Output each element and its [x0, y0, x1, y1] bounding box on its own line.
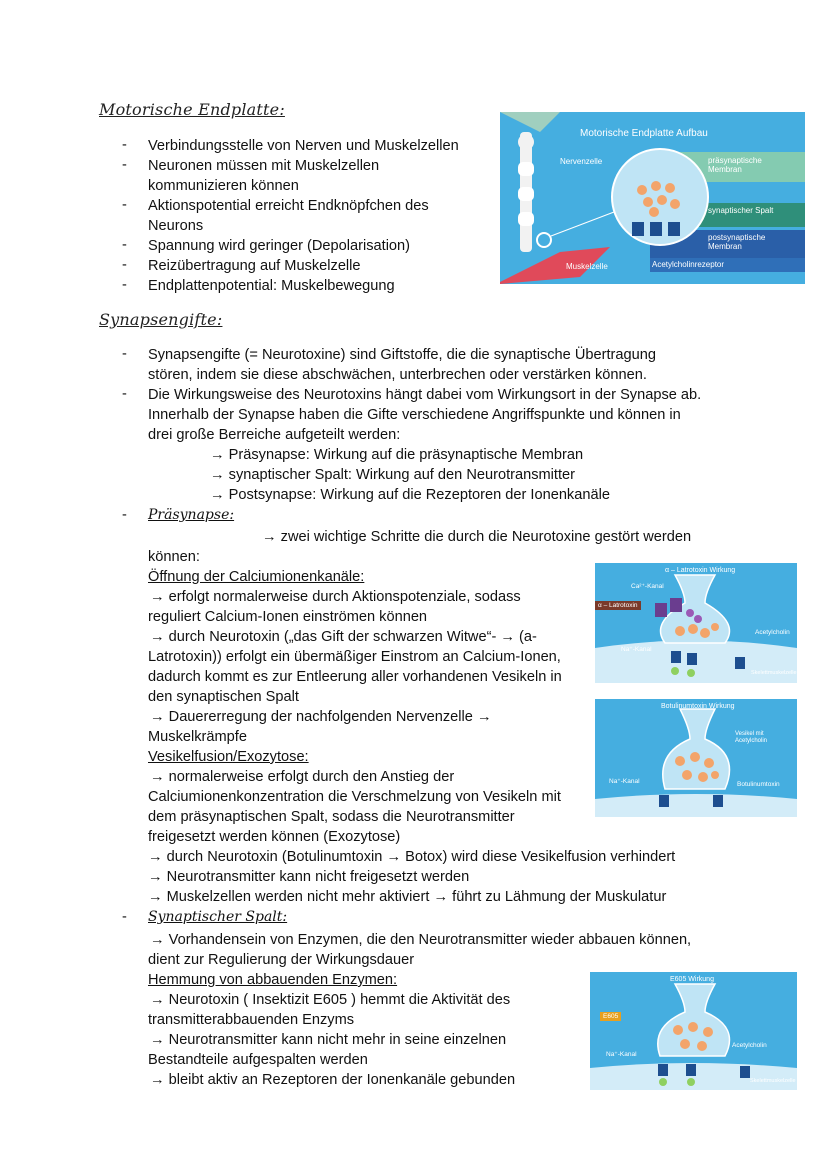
bullet-dash: - [122, 346, 127, 362]
label-synaptischer-spalt: synaptischer Spalt [708, 206, 774, 215]
list-item: Aktionspotential erreicht Endknöpfchen des [148, 198, 429, 214]
text-line: → Vorhandensein von Enzymen, die den Neurotransmitter wieder abbauen können, [150, 932, 692, 948]
list-item-continued: kommunizieren können [148, 178, 299, 194]
text-line: Latrotoxin)) erfolgt ein übermäßiger Einstrom an Calcium-Ionen, [148, 649, 561, 665]
text-line: → Neurotoxin ( Insektizit E605 ) hemmt die Aktivität des [150, 992, 511, 1008]
label-praesynaptische-membran [708, 156, 762, 174]
label-botulinumtoxin: Botulinumtoxin [737, 781, 780, 788]
text-line: drei große Berreiche aufgeteilt werden: [148, 427, 401, 443]
list-item: Endplattenpotential: Muskelbewegung [148, 278, 395, 294]
figure-title: Botulinumtoxin Wirkung [661, 703, 735, 710]
label-line: postsynaptische [708, 233, 766, 242]
label-postsynaptische-membran [708, 233, 765, 251]
subtopic-exozytose: Vesikelfusion/Exozytose: [148, 749, 309, 765]
label-skelettmuskelzelle: Skelettmuskelzelle [750, 1078, 796, 1084]
label-line: Membran [708, 165, 742, 174]
label-na-kanal: Na⁺-Kanal [621, 646, 652, 653]
section-heading-motorische-endplatte: Motorische Endplatte: [99, 100, 285, 119]
label-skelettmuskelzelle: Skelettmuskelzelle [751, 670, 797, 676]
subheading-praesynapse: Präsynapse: [148, 507, 235, 523]
bullet-dash: - [122, 386, 127, 402]
label-line: Acetylcholin [735, 738, 768, 744]
text-line: → bleibt aktiv an Rezeptoren der Ionenkanäle gebunden [150, 1072, 516, 1088]
text-line: Calciumionenkonzentration die Verschmelzung von Vesikeln mit [148, 789, 561, 805]
text-line: → Neurotransmitter kann nicht mehr in seine einzelnen [150, 1032, 507, 1048]
bullet-dash: - [122, 507, 127, 523]
text-line: dadurch kommt es zur Entleerung aller vorhandenen Vesikeln in [148, 669, 562, 685]
text-line: Bestandteile aufgespalten werden [148, 1052, 368, 1068]
text-line: → erfolgt normalerweise durch Aktionspotenziale, sodass [150, 589, 521, 605]
label-muskelzelle: Muskelzelle [566, 262, 608, 271]
label-acetylcholinrezeptor: Acetylcholinrezeptor [652, 260, 725, 269]
label-acetylcholin: Acetylcholin [732, 1042, 767, 1049]
bullet-dash: - [122, 277, 127, 293]
text-line: freigesetzt werden können (Exozytose) [148, 829, 401, 845]
figure-endplatte-aufbau [500, 112, 805, 284]
text-line: Die Wirkungsweise des Neurotoxins hängt dabei vom Wirkungsort in der Synapse ab. [148, 387, 702, 403]
list-item: Neuronen müssen mit Muskelzellen [148, 158, 380, 174]
figure-title: E605 Wirkung [670, 976, 714, 983]
label-line: präsynaptische [708, 156, 762, 165]
label-na-kanal: Na⁺-Kanal [606, 1051, 637, 1058]
label-na-kanal: Na⁺-Kanal [609, 778, 640, 785]
text-line: → Dauererregung der nachfolgenden Nervenzelle → [150, 709, 492, 725]
text-line: Innerhalb der Synapse haben die Gifte verschiedene Angriffspunkte und können in [148, 407, 681, 423]
text-line: reguliert Calcium-Ionen einströmen können [148, 609, 428, 625]
text-line: Muskelkrämpfe [148, 729, 247, 745]
label-acetylcholin: Acetylcholin [755, 629, 790, 636]
label-e605: E605 [600, 1012, 621, 1021]
text-line: stören, indem sie diese abschwächen, unterbrechen oder verstärken können. [148, 367, 647, 383]
subtopic-enzymhemmung: Hemmung von abbauenden Enzymen: [148, 972, 398, 988]
list-item: Reizübertragung auf Muskelzelle [148, 258, 361, 274]
figure-title: α – Latrotoxin Wirkung [665, 567, 736, 574]
text-line: dem präsynaptischen Spalt, sodass die Neurotransmitter [148, 809, 515, 825]
subtopic-calcium: Öffnung der Calciumionenkanäle: [148, 569, 365, 585]
bullet-dash: - [122, 137, 127, 153]
list-item: Verbindungsstelle von Nerven und Muskelzellen [148, 138, 459, 154]
label-line: Vesikel mit [735, 731, 764, 737]
bullet-dash: - [122, 257, 127, 273]
text-line: Synapsengifte (= Neurotoxine) sind Giftstoffe, die die synaptische Übertragung [148, 347, 656, 363]
figure-e605-wirkung [590, 972, 797, 1090]
bullet-dash: - [122, 197, 127, 213]
text-line: → Muskelzellen werden nicht mehr aktiviert → führt zu Lähmung der Muskulatur [148, 889, 667, 905]
text-line: → Postsynapse: Wirkung auf die Rezeptoren der Ionenkanäle [210, 487, 610, 503]
text-line: → Präsynapse: Wirkung auf die präsynaptische Membran [210, 447, 584, 463]
label-latrotoxin: α – Latrotoxin [595, 601, 641, 610]
text-line: → synaptischer Spalt: Wirkung auf den Neurotransmitter [210, 467, 576, 483]
text-line: → zwei wichtige Schritte die durch die Neurotoxine gestört werden [262, 529, 692, 545]
text-line: → normalerweise erfolgt durch den Anstieg der [150, 769, 455, 785]
label-line: Membran [708, 242, 742, 251]
label-vesikel [735, 731, 767, 745]
bullet-dash: - [122, 909, 127, 925]
bullet-dash: - [122, 157, 127, 173]
section-heading-synapsengifte: Synapsengifte: [99, 310, 223, 329]
text-line: → durch Neurotoxin (Botulinumtoxin → Botox) wird diese Vesikelfusion verhindert [148, 849, 676, 865]
list-item: Spannung wird geringer (Depolarisation) [148, 238, 411, 254]
text-line: transmitterabbauenden Enzyms [148, 1012, 355, 1028]
bullet-dash: - [122, 237, 127, 253]
figure-latrotoxin-wirkung [595, 563, 797, 683]
subheading-synaptischer-spalt: Synaptischer Spalt: [148, 909, 288, 925]
figure-botulinumtoxin-wirkung [595, 699, 797, 817]
label-nervenzelle: Nervenzelle [560, 157, 603, 166]
list-item-continued: Neurons [148, 218, 204, 234]
text-line: können: [148, 549, 200, 565]
text-line: den synaptischen Spalt [148, 689, 299, 705]
label-ca-kanal: Ca²⁺-Kanal [631, 583, 664, 590]
text-line: → durch Neurotoxin („das Gift der schwarzen Witwe“- → (a- [150, 629, 537, 645]
figure-title: Motorische Endplatte Aufbau [580, 128, 708, 139]
text-line: dient zur Regulierung der Wirkungsdauer [148, 952, 415, 968]
text-line: → Neurotransmitter kann nicht freigesetzt werden [148, 869, 470, 885]
